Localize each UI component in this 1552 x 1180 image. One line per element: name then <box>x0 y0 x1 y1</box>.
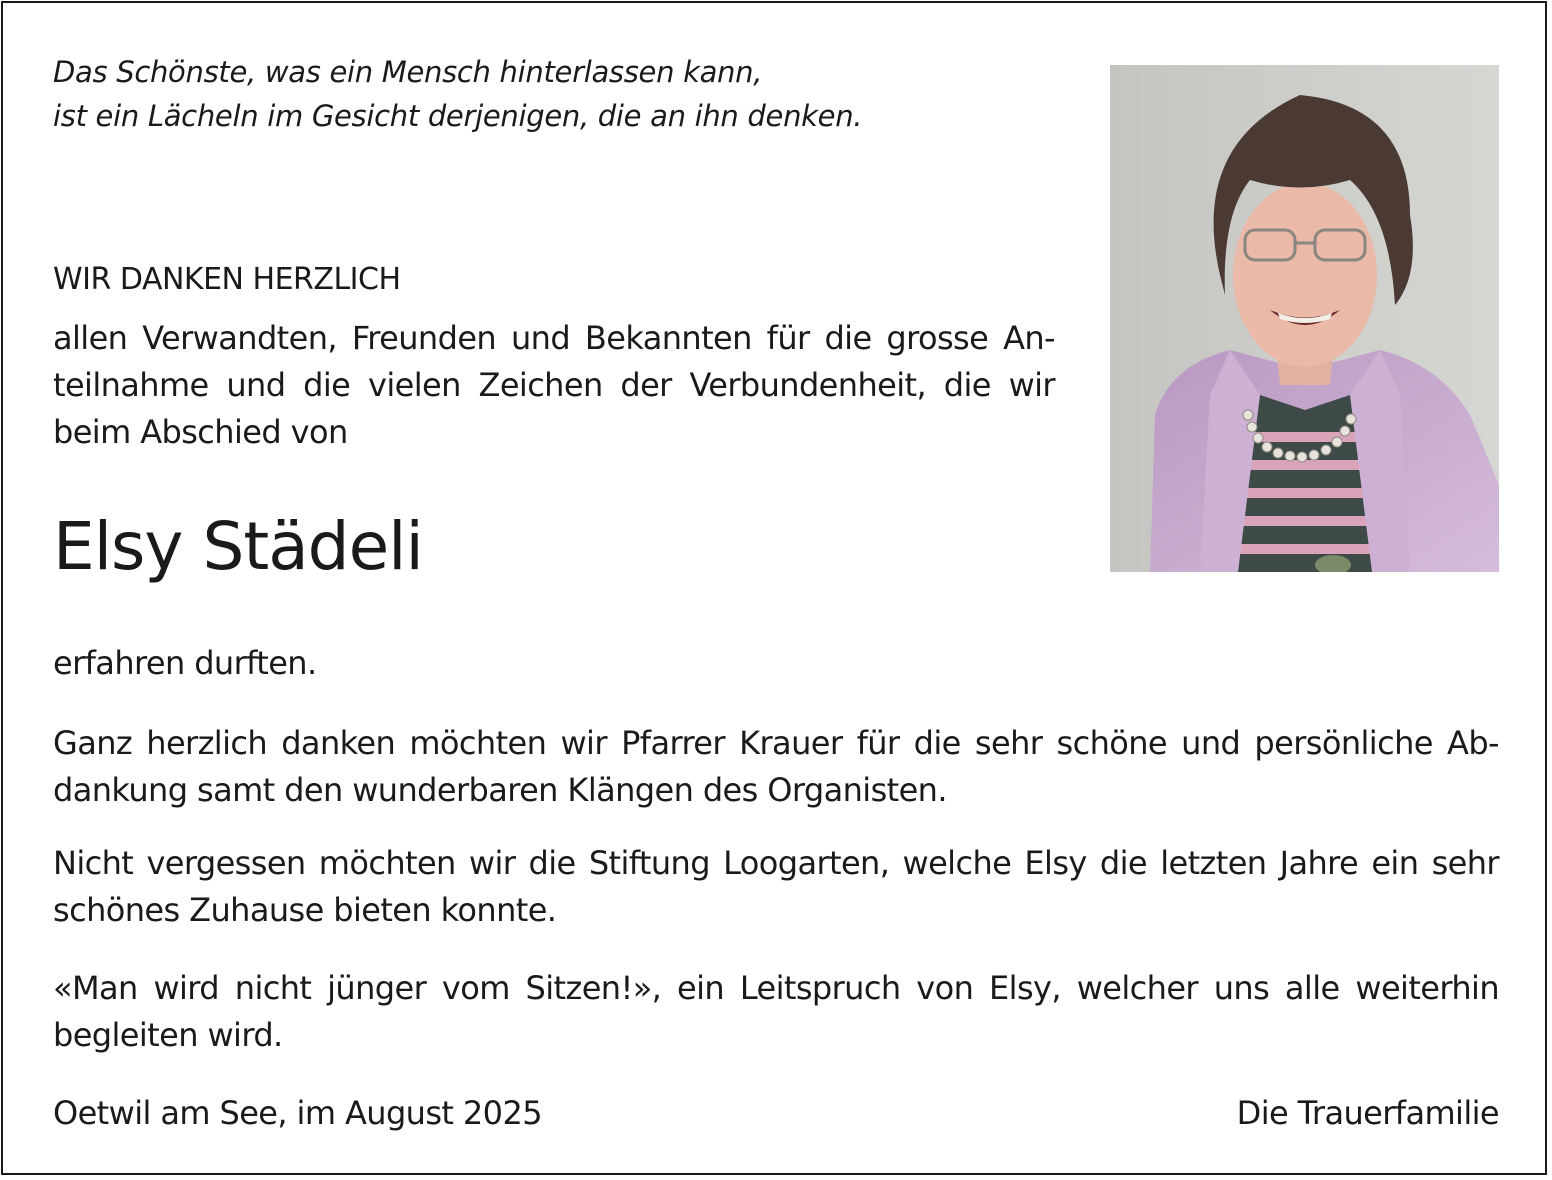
pastor-thanks-paragraph <box>53 720 1499 814</box>
erfahren-paragraph <box>53 640 1499 687</box>
foundation-thanks-line-1: Nicht vergessen möchten wir die Stiftung Loogarten, welche Elsy die letzten Jahre ein sehr <box>53 844 1499 882</box>
pastor-thanks-line-1: Ganz herzlich danken möchten wir Pfarrer Krauer für die sehr schöne und persönliche Ab- <box>53 724 1499 762</box>
portrait-photo <box>1110 65 1499 572</box>
intro-line-1: allen Verwandten, Freunden und Bekannten für die grosse An- <box>53 319 1055 357</box>
foundation-thanks-paragraph <box>53 840 1499 934</box>
motto-line-2: ist ein Lächeln im Gesicht derjenigen, die an ihn denken. <box>53 99 863 133</box>
life-motto-line-1: «Man wird nicht jünger vom Sitzen!», ein Leitspruch von Elsy, welcher uns alle weiterhin <box>53 969 1499 1007</box>
pastor-thanks-line-2: dankung samt den wunderbaren Klängen des Organisten. <box>53 771 947 809</box>
foundation-thanks-line-2: schönes Zuhause bieten konnte. <box>53 891 557 929</box>
erfahren-line: erfahren durften. <box>53 644 317 682</box>
life-motto-paragraph <box>53 965 1499 1059</box>
signature: Die Trauerfamilie <box>1236 1094 1499 1132</box>
place-and-date: Oetwil am See, im August 2025 <box>53 1094 542 1132</box>
motto-line-1: Das Schönste, was ein Mensch hinterlassen kann, <box>53 55 763 89</box>
life-motto-line-2: begleiten wird. <box>53 1016 283 1054</box>
thanks-intro <box>53 315 1055 456</box>
intro-line-2: teilnahme und die vielen Zeichen der Verbundenheit, die wir <box>53 366 1055 404</box>
thanks-heading: WIR DANKEN HERZLICH <box>53 262 401 297</box>
intro-line-3: beim Abschied von <box>53 413 348 451</box>
deceased-name: Elsy Städeli <box>53 508 423 585</box>
motto-quote <box>53 50 1053 138</box>
